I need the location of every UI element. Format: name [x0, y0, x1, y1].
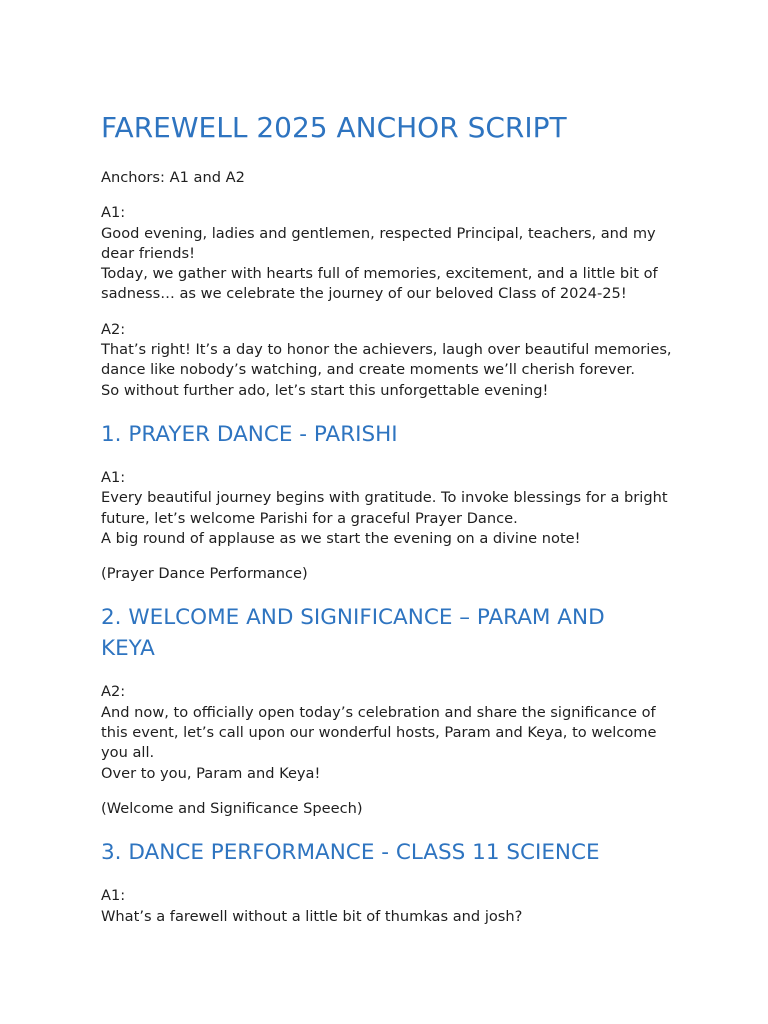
script-line: dear friends!: [101, 244, 195, 262]
script-line: What’s a farewell without a little bit of thumkas and josh?: [101, 907, 523, 925]
intro-block-a2: [101, 320, 681, 401]
heading-line: 2. WELCOME AND SIGNIFICANCE – PARAM AND: [101, 605, 605, 631]
script-line: So without further ado, let’s start this unforgettable evening!: [101, 381, 549, 399]
script-line: this event, let’s call upon our wonderful hosts, Param and Keya, to welcome: [101, 724, 657, 742]
speaker-label: A2:: [101, 683, 126, 701]
script-line: And now, to officially open today’s celebration and share the significance of: [101, 703, 656, 721]
script-line: Every beautiful journey begins with gratitude. To invoke blessings for a bright: [101, 489, 668, 507]
script-line: you all.: [101, 744, 155, 762]
section-block-welcome: [101, 682, 681, 783]
script-line: A big round of applause as we start the evening on a divine note!: [101, 529, 581, 547]
anchors-value: A1 and A2: [164, 169, 245, 186]
section-block-dance-class-11: [101, 886, 681, 927]
document-page: [101, 108, 681, 927]
speaker-label: A1:: [101, 204, 126, 222]
script-line: Good evening, ladies and gentlemen, respected Principal, teachers, and my: [101, 224, 656, 242]
script-line: dance like nobody’s watching, and create moments we’ll cherish forever.: [101, 361, 635, 379]
heading-line: 3. DANCE PERFORMANCE - CLASS 11 SCIENCE: [101, 840, 600, 866]
script-line: Today, we gather with hearts full of memories, excitement, and a little bit of: [101, 265, 658, 283]
section-heading-dance-class-11: [101, 837, 681, 868]
section-heading-welcome: [101, 602, 681, 664]
heading-line: KEYA: [101, 636, 155, 662]
stage-note: (Prayer Dance Performance): [101, 565, 308, 583]
script-line: future, let’s welcome Parishi for a graceful Prayer Dance.: [101, 509, 518, 527]
heading-line: 1. PRAYER DANCE - PARISHI: [101, 421, 398, 447]
stage-note: (Welcome and Significance Speech): [101, 799, 363, 817]
anchors-label: Anchors:: [101, 169, 165, 186]
section-heading-prayer-dance: [101, 419, 681, 450]
script-line: That’s right! It’s a day to honor the achievers, laugh over beautiful memories,: [101, 341, 672, 359]
document-title: FAREWELL 2025 ANCHOR SCRIPT: [101, 111, 567, 144]
intro-block-a1: [101, 203, 681, 304]
speaker-label: A1:: [101, 887, 126, 905]
script-line: sadness… as we celebrate the journey of our beloved Class of 2024-25!: [101, 285, 627, 303]
anchors-line: [101, 168, 681, 188]
script-line: Over to you, Param and Keya!: [101, 764, 321, 782]
section-block-prayer-dance: [101, 468, 681, 549]
speaker-label: A2:: [101, 320, 126, 338]
speaker-label: A1:: [101, 468, 126, 486]
